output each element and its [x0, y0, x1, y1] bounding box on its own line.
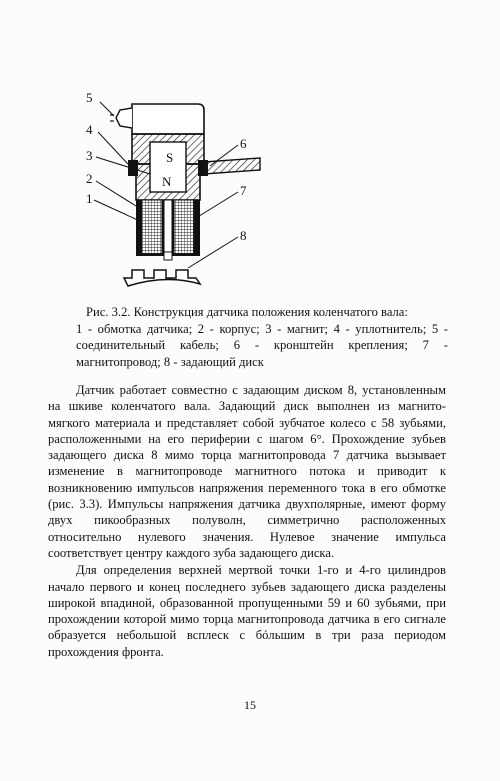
- paragraph: Датчик работает совместно с задающим диском 8, установленным на шкиве коленчатого вала. Задающий диск выполнен из магнито-мягкого материала и представляет собой зубчатое колесо с 58 зубьями, расположенными на его периферии с шагом 6°. Прохождение зубьев задающего диска 8 мимо торца магнитопровода 7 датчика вызывает изменение в магнитопроводе магнитного потока и приводит к возникновению импульсов напряжения переменного тока в его обмотке (рис. 3.3). Импульсы напряжения датчика двухполярные, имеют форму двух пикообразных полуволн, симметрично расположенных относительно нулевого значения. Нулевое значение импульса соответствует центру каждого зуба задающего диска.: [48, 383, 446, 560]
- page-number: 15: [244, 698, 256, 712]
- label-3: 3: [86, 148, 93, 163]
- label-2: 2: [86, 171, 93, 186]
- pole-n-label: N: [162, 174, 172, 189]
- timing-disc: [124, 270, 200, 286]
- mounting-bracket: [204, 158, 260, 174]
- paragraph: Для определения верхней мертвой точки 1-го и 4-го цилиндров начало первого и конец последнего зубьев задающего диска разделены широкой впадиной, образованной пропущенными 59 и 60 зубьями, при прохождении которой мимо торца магнитопровода датчика в его сигнале образуется небольшой всплеск с бóльшим в три раза периодом прохождения фронта.: [48, 563, 446, 659]
- body-text: [48, 382, 446, 660]
- caption-title: Рис. 3.2. Конструкция датчика положения коленчатого вала:: [86, 305, 408, 319]
- sensor-diagram: [70, 82, 290, 302]
- connector-cable: [110, 104, 204, 134]
- label-1: 1: [86, 191, 93, 206]
- label-8: 8: [240, 228, 247, 243]
- caption-legend: 1 - обмотка датчика; 2 - корпус; 3 - магнит; 4 - уплотнитель; 5 - соединительный кабель; 6 - кронштейн крепления; 7 - магнитопровод; 8 - задающий диск: [76, 321, 448, 369]
- pole-s-label: S: [166, 150, 174, 165]
- magnet: [150, 142, 186, 192]
- label-4: 4: [86, 122, 93, 137]
- figure-caption: [76, 304, 448, 370]
- sensor-body: [136, 200, 200, 260]
- label-6: 6: [240, 136, 247, 151]
- label-7: 7: [240, 183, 247, 198]
- label-5: 5: [86, 90, 93, 105]
